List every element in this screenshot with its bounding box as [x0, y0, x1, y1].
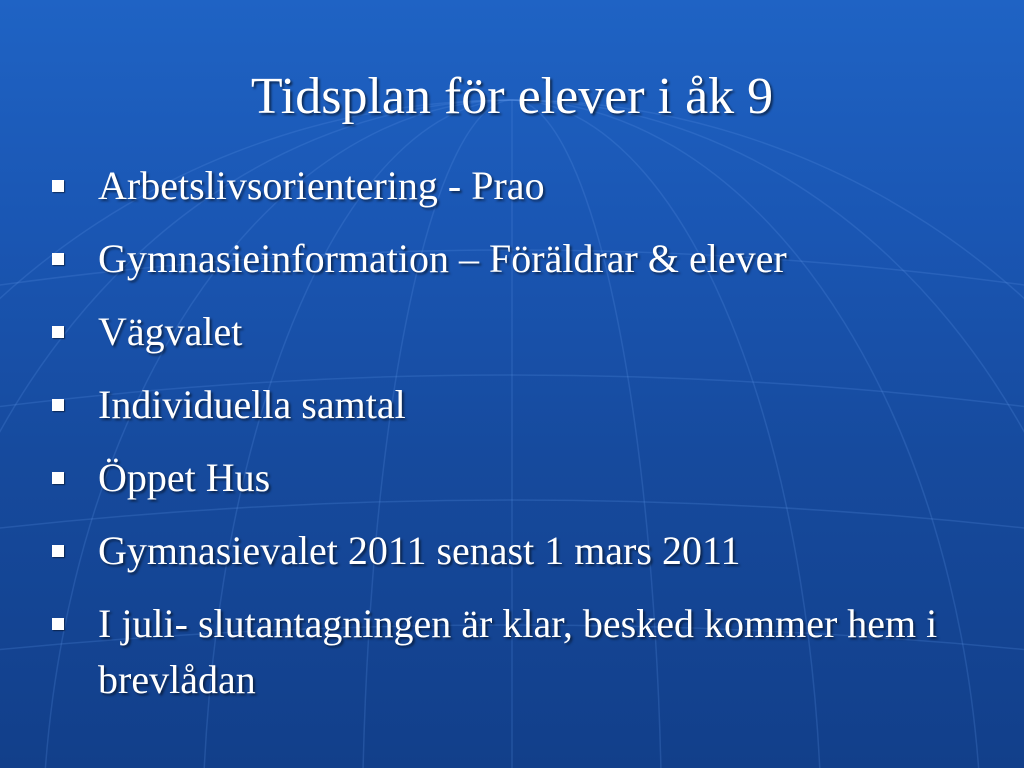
- square-bullet-icon: [52, 472, 64, 484]
- bullet-item-samtal: [44, 377, 984, 433]
- bullet-item-oppet-hus: [44, 450, 984, 506]
- square-bullet-icon: [52, 399, 64, 411]
- bullet-item-prao: [44, 158, 984, 214]
- square-bullet-icon: [52, 618, 64, 630]
- slide-title: Tidsplan för elever i åk 9: [250, 68, 774, 125]
- bullet-text: Öppet Hus: [98, 455, 271, 500]
- square-bullet-icon: [52, 253, 64, 265]
- bullet-item-vagvalet: [44, 304, 984, 360]
- square-bullet-icon: [52, 545, 64, 557]
- bullet-item-gymnasieinformation: [44, 231, 984, 287]
- bullet-item-gymnasievalet: [44, 523, 984, 579]
- bullet-item-slutantagning: [44, 596, 984, 708]
- square-bullet-icon: [52, 180, 64, 192]
- square-bullet-icon: [52, 326, 64, 338]
- bullet-list: [44, 158, 984, 725]
- bullet-text: Vägvalet: [98, 309, 243, 354]
- bullet-text: Gymnasieinformation – Föräldrar & elever: [98, 236, 787, 281]
- bullet-text: Gymnasievalet 2011 senast 1 mars 2011: [98, 528, 741, 573]
- bullet-text: Individuella samtal: [98, 382, 406, 427]
- bullet-text: Arbetslivsorientering - Prao: [98, 163, 545, 208]
- bullet-text: I juli- slutantagningen är klar, besked kommer hem i brevlådan: [98, 601, 938, 702]
